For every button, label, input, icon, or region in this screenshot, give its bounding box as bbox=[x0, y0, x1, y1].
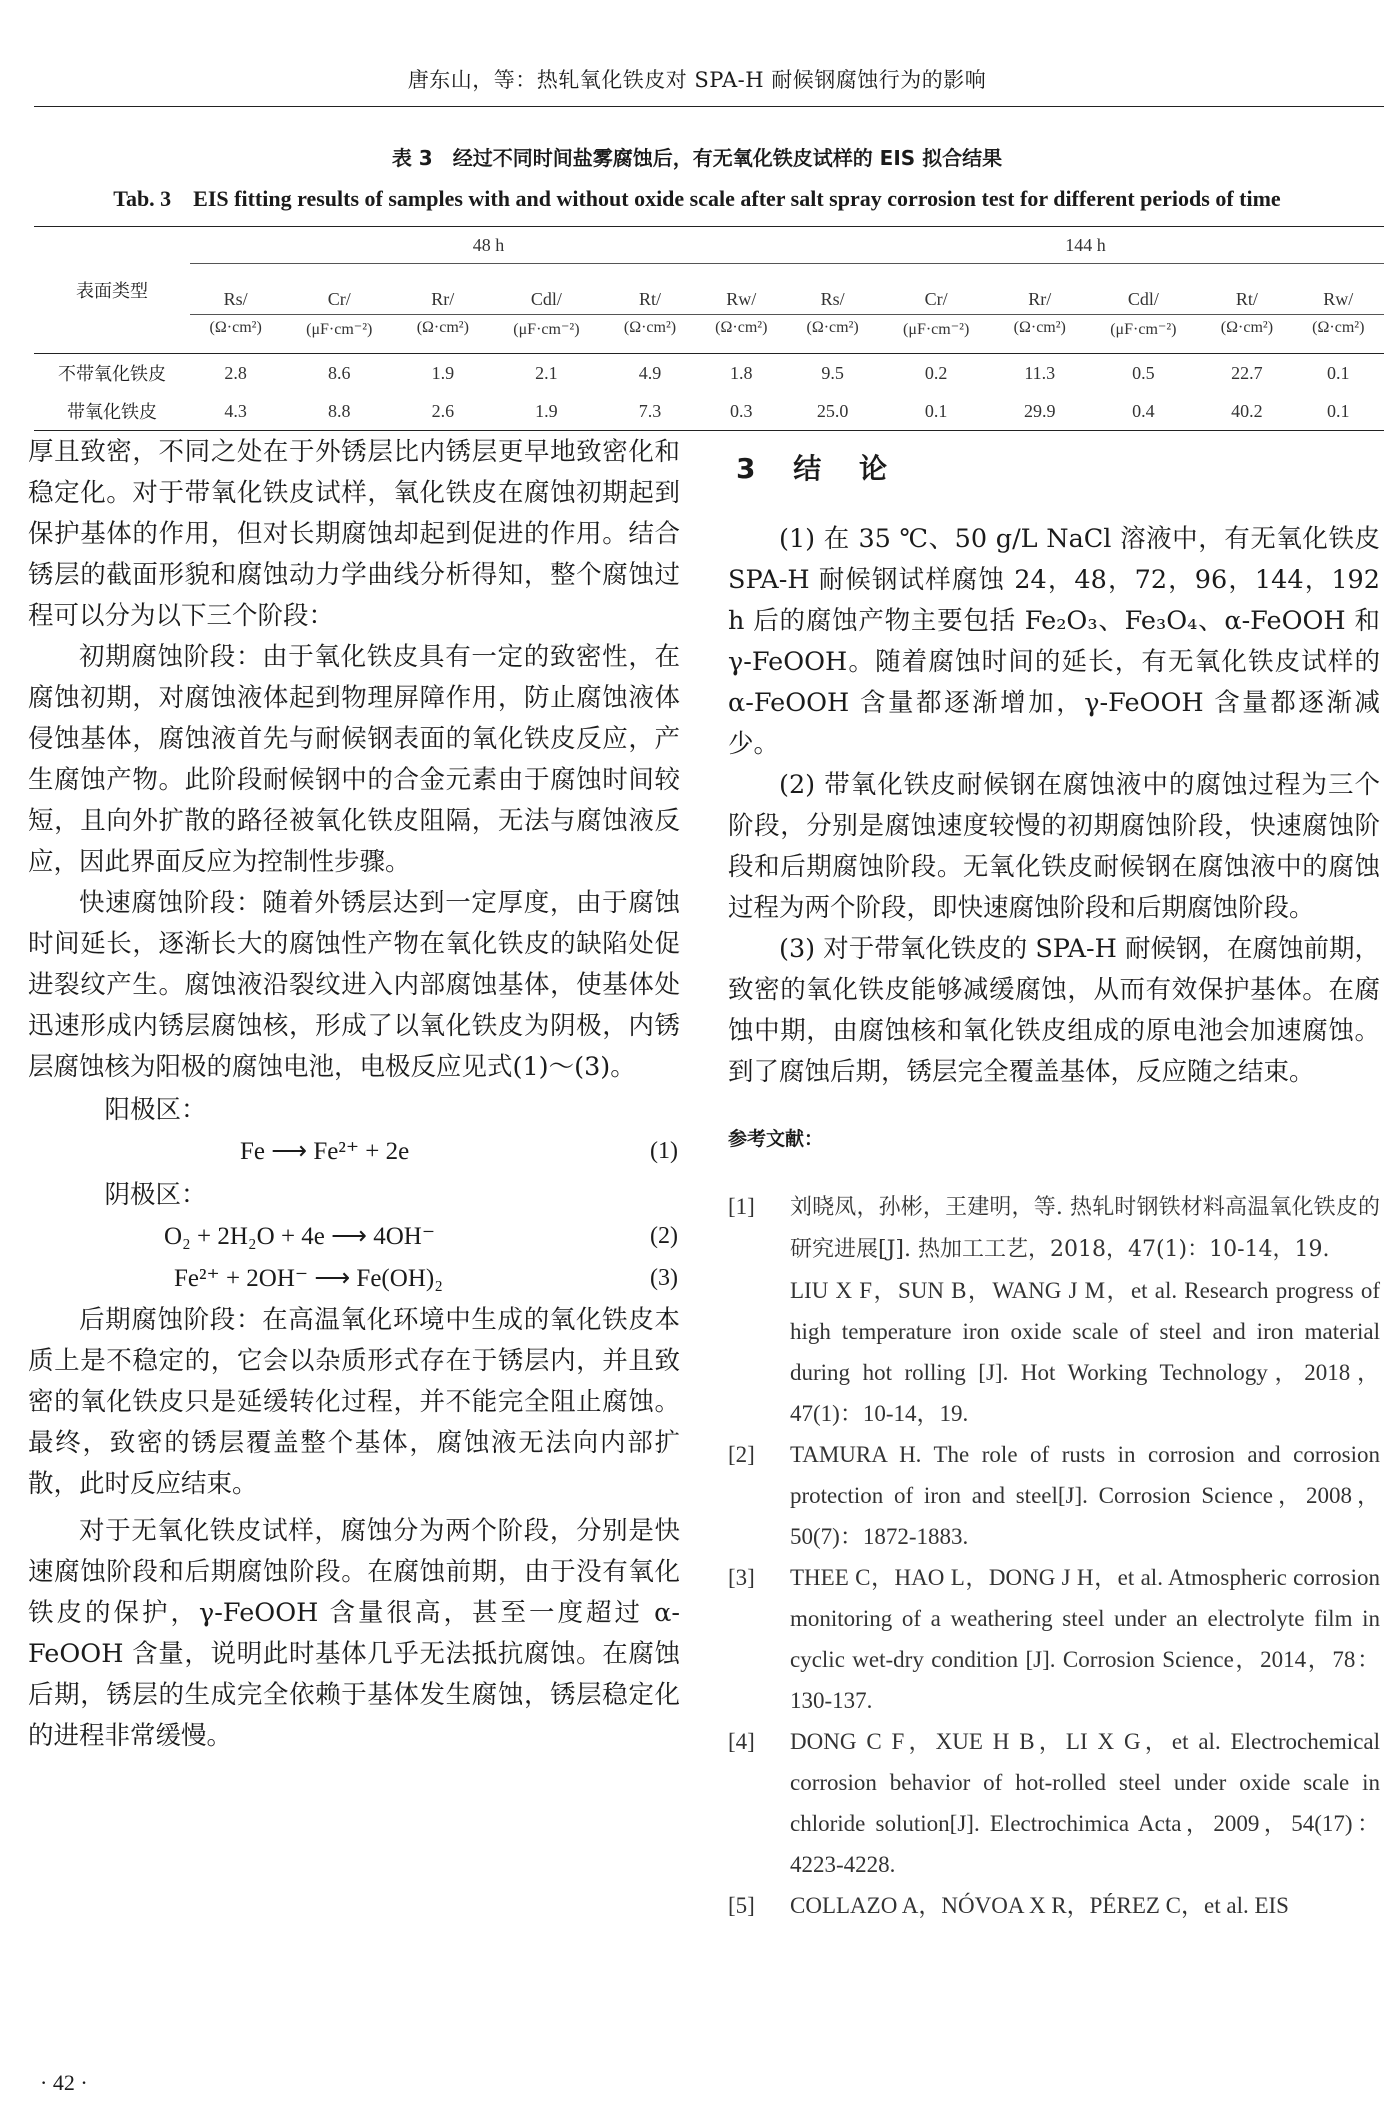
paragraph: 快速腐蚀阶段：随着外锈层达到一定厚度，由于腐蚀时间延长，逐渐长大的腐蚀性产物在氧化铁皮的缺陷处促进裂纹产生。腐蚀液沿裂纹进入内部腐蚀基体，使基体处迅速形成内锈层腐蚀核，形成了以氧化铁皮为阴极，内锈层腐蚀核为阳极的腐蚀电池，电极反应见式(1)～(3)。 bbox=[28, 888, 680, 1082]
param-header: Cdl/ bbox=[488, 264, 604, 315]
equation-number: (3) bbox=[650, 1265, 678, 1291]
table-cell: 0.4 bbox=[1085, 392, 1201, 431]
table-cell: 7.3 bbox=[604, 392, 695, 431]
equation-expr: Fe ⟶ Fe²⁺ + 2e bbox=[240, 1138, 410, 1165]
table-cell: 0.5 bbox=[1132, 362, 1155, 383]
table-caption-en: Tab. 3 EIS fitting results of samples with and without oxide scale after salt spray corrosion test for different periods of time bbox=[113, 186, 1281, 211]
paragraph: 后期腐蚀阶段：在高温氧化环境中生成的氧化铁皮本质上是不稳定的，它会以杂质形式存在于锈层内，并且致密的氧化铁皮只是延缓转化过程，并不能完全阻止腐蚀。最终，致密的锈层覆盖整个基体，腐蚀液无法向内部扩散，此时反应结束。 bbox=[28, 1305, 680, 1499]
reference-item bbox=[728, 1721, 1380, 1885]
conclusion-1: (1) 在 35 ℃、50 g/L NaCl 溶液中，有无氧化铁皮 SPA-H 耐候钢试样腐蚀 24，48，72，96，144，192 h 后的腐蚀产物主要包括 Fe₂O₃、Fe₃O₄、α-FeOOH 和 γ-FeOOH。随着腐蚀时间的延长，有无氧化铁皮试样的 α-FeOOH 含量都逐渐增加，γ-FeOOH 含量都逐渐减少。 bbox=[728, 524, 1380, 759]
param-header: Rw/ bbox=[1293, 264, 1384, 315]
reference-text: THEE C，HAO L，DONG J H，et al. Atmospheric corrosion monitoring of a weathering steel under an electrolyte film in cyclic wet-dry condition [J]. Corrosion Science，2014，78：130-137. bbox=[790, 1565, 1380, 1713]
table-cell: 1.9 bbox=[431, 362, 455, 383]
unit-header: (μF·cm⁻²) bbox=[878, 315, 994, 354]
table-cell: 4.3 bbox=[190, 392, 281, 431]
param-header: Rs/ bbox=[787, 264, 878, 315]
table-cell: 1.9 bbox=[488, 392, 604, 431]
equation-number: (2) bbox=[650, 1223, 678, 1249]
table-cell: 0.3 bbox=[696, 392, 787, 431]
table-row bbox=[34, 392, 1384, 431]
page-number: · 42 · bbox=[40, 2070, 88, 2095]
reference-text: DONG C F，XUE H B，LI X G，et al. Electrochemical corrosion behavior of hot-rolled steel under oxide scale in chloride solution[J]. Electrochimica Acta，2009，54(17)：4223-4228. bbox=[790, 1729, 1380, 1877]
reference-text-cn: 刘晓凤，孙彬，王建明，等. 热轧时钢铁材料高温氧化铁皮的研究进展[J]. 热加工工艺，2018，47(1)：10-14，19. bbox=[790, 1195, 1380, 1262]
param-header: Rs/ bbox=[190, 264, 281, 315]
equation-expr: Fe²⁺ + 2OH⁻ ⟶ Fe(OH)₂ bbox=[174, 1265, 443, 1292]
table-cell: 2.8 bbox=[224, 362, 247, 383]
table-cell: 0.1 bbox=[1327, 362, 1350, 383]
param-header: Cdl/ bbox=[1085, 264, 1201, 315]
equation-1 bbox=[28, 1131, 680, 1173]
unit-header: (μF·cm⁻²) bbox=[281, 315, 397, 354]
param-header: Cr/ bbox=[878, 264, 994, 315]
param-header: Rr/ bbox=[397, 264, 488, 315]
table-cell: 0.2 bbox=[924, 362, 948, 383]
unit-header: (Ω·cm²) bbox=[397, 315, 488, 354]
table-caption-cn: 表 3 经过不同时间盐雾腐蚀后，有无氧化铁皮试样的 EIS 拟合结果 bbox=[391, 146, 1003, 170]
section-title: 3 结 论 bbox=[736, 452, 901, 485]
table-cell: 4.9 bbox=[638, 362, 662, 383]
table-cell: 8.6 bbox=[327, 362, 351, 383]
surface-type-header: 表面类型 bbox=[34, 227, 190, 354]
unit-header: (Ω·cm²) bbox=[1201, 315, 1292, 354]
reference-number: [5] bbox=[728, 1893, 755, 1918]
paragraph: 对于无氧化铁皮试样，腐蚀分为两个阶段，分别是快速腐蚀阶段和后期腐蚀阶段。在腐蚀前期，由于没有氧化铁皮的保护，γ-FeOOH 含量很高，甚至一度超过 α-FeOOH 含量，说明此时基体几乎无法抵抗腐蚀。在腐蚀后期，锈层的生成完全依赖于基体发生腐蚀，锈层稳定化的进程非常缓慢。 bbox=[28, 1516, 680, 1751]
unit-header: (Ω·cm²) bbox=[787, 315, 878, 354]
unit-header: (μF·cm⁻²) bbox=[1085, 315, 1201, 354]
param-header: Rt/ bbox=[604, 264, 695, 315]
table-row bbox=[34, 354, 1384, 393]
reference-item bbox=[728, 1186, 1380, 1434]
group-header-144h: 144 h bbox=[1065, 234, 1106, 255]
equation-2 bbox=[28, 1216, 680, 1258]
header-rule bbox=[34, 106, 1384, 107]
reference-text: COLLAZO A，NÓVOA X R，PÉREZ C，et al. EIS bbox=[790, 1893, 1289, 1918]
unit-header: (μF·cm⁻²) bbox=[488, 315, 604, 354]
reference-number: [2] bbox=[728, 1442, 755, 1467]
table-cell: 8.8 bbox=[281, 392, 397, 431]
equation-number: (1) bbox=[650, 1138, 678, 1164]
left-column bbox=[28, 432, 680, 1757]
table-cell: 29.9 bbox=[994, 392, 1085, 431]
table-cell: 22.7 bbox=[1231, 362, 1263, 383]
table-cell: 40.2 bbox=[1201, 392, 1292, 431]
unit-header: (Ω·cm²) bbox=[994, 315, 1085, 354]
right-column bbox=[728, 432, 1380, 1926]
param-header: Cr/ bbox=[281, 264, 397, 315]
row-label: 带氧化铁皮 bbox=[34, 392, 190, 431]
reference-item bbox=[728, 1885, 1380, 1926]
unit-header: (Ω·cm²) bbox=[1293, 315, 1384, 354]
table-cell: 0.1 bbox=[878, 392, 994, 431]
table-cell: 2.6 bbox=[397, 392, 488, 431]
reference-number: [4] bbox=[728, 1729, 755, 1754]
conclusion-3: (3) 对于带氧化铁皮的 SPA-H 耐候钢，在腐蚀前期，致密的氧化铁皮能够减缓腐蚀，从而有效保护基体。在腐蚀中期，由腐蚀核和氧化铁皮组成的原电池会加速腐蚀。到了腐蚀后期，锈层完全覆盖基体，反应随之结束。 bbox=[728, 934, 1380, 1087]
equation-3 bbox=[28, 1258, 680, 1300]
table-cell: 9.5 bbox=[821, 362, 844, 383]
param-header: Rr/ bbox=[994, 264, 1085, 315]
cathode-label: 阴极区： bbox=[104, 1180, 207, 1210]
param-header: Rw/ bbox=[696, 264, 787, 315]
running-head: 唐东山，等：热轧氧化铁皮对 SPA-H 耐候钢腐蚀行为的影响 bbox=[407, 68, 987, 92]
table-cell: 0.1 bbox=[1293, 392, 1384, 431]
reference-item bbox=[728, 1557, 1380, 1721]
unit-header: (Ω·cm²) bbox=[696, 315, 787, 354]
paragraph: 初期腐蚀阶段：由于氧化铁皮具有一定的致密性，在腐蚀初期，对腐蚀液体起到物理屏障作用，防止腐蚀液体侵蚀基体，腐蚀液首先与耐候钢表面的氧化铁皮反应，产生腐蚀产物。此阶段耐候钢中的合金元素由于腐蚀时间较短，且向外扩散的路径被氧化铁皮阻隔，无法与腐蚀液反应，因此界面反应为控制性步骤。 bbox=[28, 642, 680, 877]
reference-text: TAMURA H. The role of rusts in corrosion and corrosion protection of iron and steel[J]. Corrosion Science，2008，50(7)：1872-1883. bbox=[790, 1442, 1380, 1549]
anode-label: 阳极区： bbox=[104, 1095, 207, 1125]
eis-table bbox=[34, 226, 1384, 431]
unit-header: (Ω·cm²) bbox=[604, 315, 695, 354]
table-cell: 1.8 bbox=[730, 362, 753, 383]
reference-item bbox=[728, 1434, 1380, 1557]
row-label: 不带氧化铁皮 bbox=[58, 364, 166, 385]
param-header: Rt/ bbox=[1201, 264, 1292, 315]
table-cell: 2.1 bbox=[535, 362, 558, 383]
table-cell: 11.3 bbox=[1024, 362, 1056, 383]
references-title: 参考文献： bbox=[728, 1128, 824, 1150]
reference-text: LIU X F，SUN B，WANG J M，et al. Research progress of high temperature iron oxide scale of steel and iron material during hot rolling [J]. Hot Working Technology，2018，47(1)：10-14，19. bbox=[790, 1278, 1380, 1426]
equation-expr: O₂ + 2H₂O + 4e ⟶ 4OH⁻ bbox=[164, 1223, 436, 1250]
group-header-48h: 48 h bbox=[472, 234, 505, 255]
reference-number: [3] bbox=[728, 1565, 755, 1590]
conclusion-2: (2) 带氧化铁皮耐候钢在腐蚀液中的腐蚀过程为三个阶段，分别是腐蚀速度较慢的初期腐蚀阶段，快速腐蚀阶段和后期腐蚀阶段。无氧化铁皮耐候钢在腐蚀液中的腐蚀过程为两个阶段，即快速腐蚀阶段和后期腐蚀阶段。 bbox=[728, 770, 1380, 923]
table-cell: 25.0 bbox=[787, 392, 878, 431]
reference-number: [1] bbox=[728, 1194, 755, 1219]
unit-header: (Ω·cm²) bbox=[190, 315, 281, 354]
paragraph: 厚且致密，不同之处在于外锈层比内锈层更早地致密化和稳定化。对于带氧化铁皮试样，氧化铁皮在腐蚀初期起到保护基体的作用，但对长期腐蚀却起到促进的作用。结合锈层的截面形貌和腐蚀动力学曲线分析得知，整个腐蚀过程可以分为以下三个阶段： bbox=[28, 437, 680, 631]
